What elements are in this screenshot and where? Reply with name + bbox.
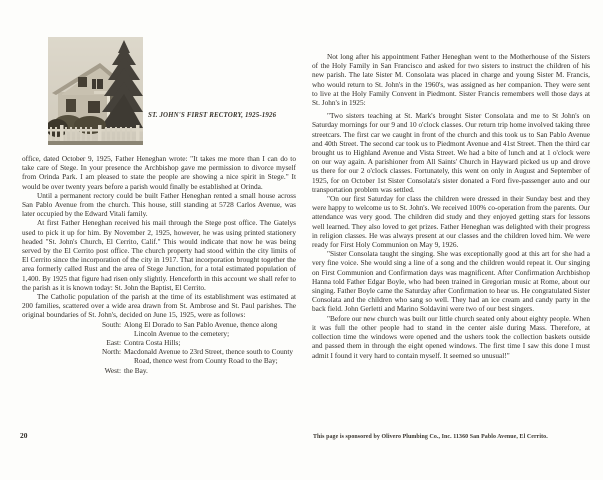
rectory-photo-illustration — [48, 37, 143, 145]
paragraph: "Two sisters teaching at St. Mark's brought Sister Consolata and me to St John's on Saturday mornings for our 9 and 10 o'clock classes. Our return trip home involved taking three streetcars. The first car we caught in front of the church and this took us to San Pablo Avenue and 40th Street. The second car took us to Piedmont Avenue and 41st Street. Then the third car brought us to Highland Avenue and Vista Street. We had a bite of lunch and at 1 o'clock were on our way again. A parishioner from All Saints' Church in Hayward picked us up and drove us there for our 2 o'clock classes. Fortunately, this went on only in August and September of 1925, for on October 1st Sister Consolata's sister donated a Ford five-passenger auto and our transportation problem was settled. — [312, 111, 590, 194]
boundary-item-west — [22, 366, 296, 375]
paragraph: At first Father Heneghan received his mail through the Stege post office. The Gatelys used to pick it up for him. By November 2, 1925, however, he was using printed stationery headed "St. John's Church, El Cerrito, Calif." This would indicate that now he was being served by the El Cerrito post office. The church property had stood within the city limits of El Cerrito since the incorporation of the city in 1917. That incorporation brought together the area formerly called Rust and the area of Stege Junction, for a total estimated population of 1,400. By 1925 that figure had risen only slightly. Henceforth in this account we shall refer to the parish as it is known today: St. John the Baptist, El Cerrito. — [22, 218, 296, 292]
paragraph: "Before our new church was built our little church seated only about eighty people. When it was full the other people had to stand in the center aisle during Mass. Therefore, at collection time the windows were opened and the ushers took the collection baskets outside and passed them in through the eight opened windows. The first time I saw this done I must admit I found it very hard to contain myself. It seemed so unusual!" — [312, 313, 590, 360]
paragraph: "On our first Saturday for class the children were dressed in their Sunday best and they were happy to welcome us to St. John's. We received 100% co-operation from the parents. Our attendance was very good. The children did study and they enjoyed getting stars for lessons well learned. They also loved to get prizes. Father Heneghan was delighted with their progress in religion classes. He was always present at our classes and the children loved him. We were ready for First Holy Communion on May 9, 1926. — [312, 194, 590, 250]
boundary-text: Contra Costa Hills; — [124, 338, 181, 348]
paragraph: The Catholic population of the parish at the time of its establishment was estimated at 200 families, scattered over a wide area drawn from St. Ambrose and St. Paul parishes. The original boundaries of St. John's, decided on June 15, 1925, were as follows: — [22, 292, 296, 320]
boundary-label: West: — [104, 365, 121, 375]
paragraph: Not long after his appointment Father Heneghan went to the Motherhouse of the Sisters of the Holy Family in San Francisco and asked for two sisters to instruct the children of his new parish. The late Sister M. Consolata was placed in charge and young Sister M. Francis, who would return to St. John's in the 1960's, was assigned as her companion. They were sent to live at the Holy Family Convent in Piedmont. Sister Francis remembers well those days at St. John's in 1925: — [312, 52, 590, 108]
boundary-item-north — [22, 347, 296, 365]
boundary-text: the Bay. — [124, 365, 148, 375]
sponsor-line: This page is sponsored by Olivero Plumbing Co., Inc. 11360 San Pablo Avenue, El Cerrito. — [313, 434, 548, 440]
rectory-photo — [48, 37, 143, 145]
photo-caption: ST. JOHN'S FIRST RECTORY, 1925-1926 — [148, 112, 277, 119]
boundary-text: Along El Dorado to San Pablo Avenue, thence along Lincoln Avenue to the cemetery; — [124, 319, 278, 338]
boundary-label: East: — [106, 338, 121, 348]
boundary-label: North: — [101, 347, 121, 357]
boundary-text: Macdonald Avenue to 23rd Street, thence south to County Road, thence west from County Road to the Bay; — [124, 347, 294, 366]
right-page-text — [312, 52, 590, 360]
paragraph: "Sister Consolata taught the singing. She was exceptionally good at this art for she had a very fine voice. She would sing a line of a song and the children would repeat it. Our singing on First Communion and Confirmation days was magnificent. After Confirmation Archbishop Hanna told Father Edgar Boyle, who had been trained in Gregorian music at Rome, about our singing. Father Boyle came the Saturday after Confirmation to hear us. He congratulated Sister Consolata and the children who sang so well. They had an ice cream and candy party in the back field. John Gerletti and Marino Soldavini were two of our best singers. — [312, 249, 590, 314]
left-page-text — [22, 154, 296, 375]
boundary-label: South: — [101, 319, 121, 329]
paragraph: office, dated October 9, 1925, Father Heneghan wrote: "It takes me more than I can do to take care of Stege. In your presence the Archbishop gave me permission to divorce myself from Orinda Park. I am pleased to state the people are showing a nice spirit in Stege." It would be over twenty years before a parish would finally be established at Orinda. — [22, 154, 296, 191]
boundary-item-east — [22, 338, 296, 347]
boundary-item-south — [22, 320, 296, 338]
paragraph: Until a permanent rectory could be built Father Heneghan rented a small house across San Pablo Avenue from the church. This house, still standing at 5728 Carlos Avenue, was later occupied by the Edward Vitali family. — [22, 190, 296, 219]
page-number: 20 — [20, 431, 28, 440]
photo-ground — [48, 141, 143, 145]
parish-boundaries-list — [22, 320, 296, 375]
